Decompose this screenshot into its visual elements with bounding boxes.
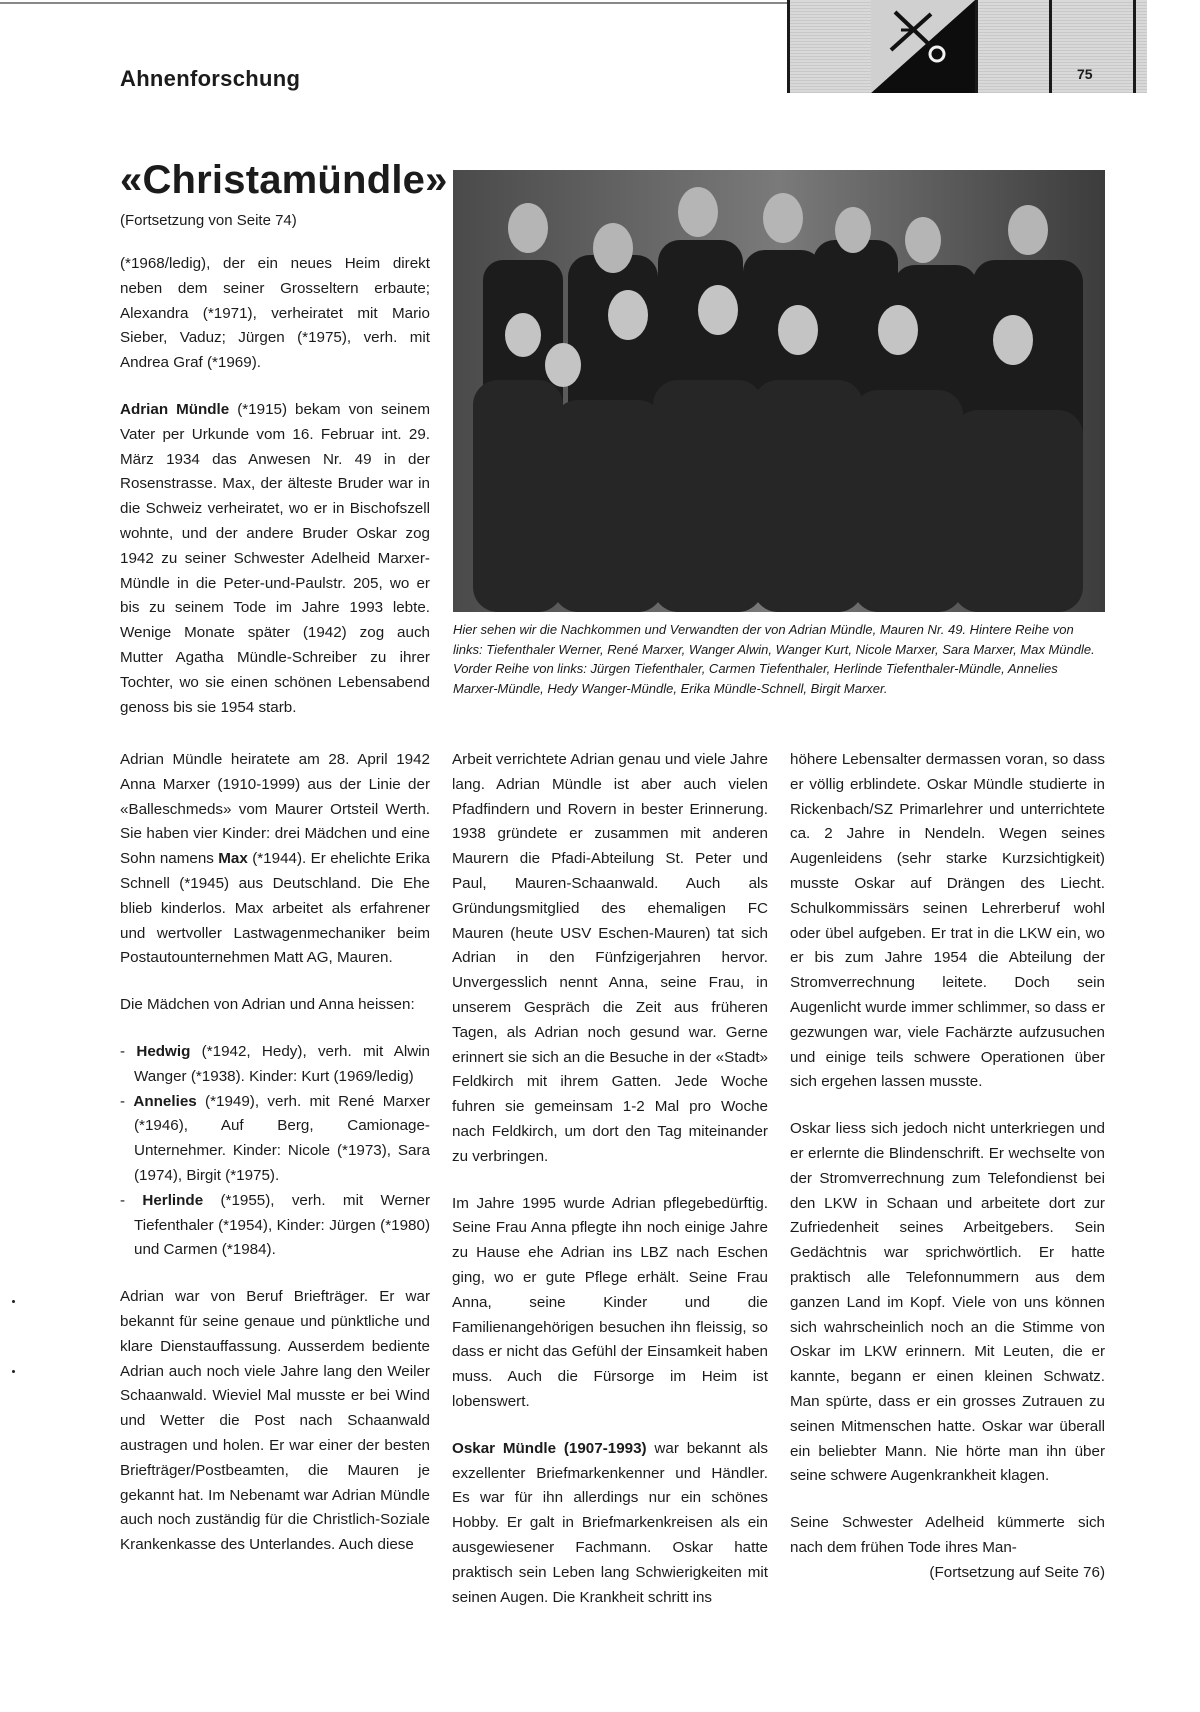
- person-name: Max: [218, 850, 248, 868]
- paragraph: Arbeit verrichtete Adrian genau und viele Jahre lang. Adrian Mündle ist aber auch vielen Pfadfindern und Rovern in bester Erinnerung. 1938 gründete er zusammen mit anderen Maurern die Pfadi-Abteilung St. Peter und Paul, Mauren-Schaanwald. Auch als Gründungsmitglied des ehemaligen FC Mauren (heute USV Eschen-Mauren) tat sich Adrian in den Fünfzigerjahren hervor. Unvergesslich nennt Anna, seine Frau, in unserem Gespräch die Zeit aus früheren Tagen, als Adrian noch gesund war. Gerne erinnert sie sich an die Besuche in der «Stadt» Feldkirch mit ihrem Gatten. Jede Woche fuhren sie gemeinsam 1-2 Mal pro Woche nach Feldkirch, um dort den Tag miteinander zu verbringen.: [452, 751, 768, 1165]
- continued-from: (Fortsetzung von Seite 74): [120, 212, 297, 229]
- paragraph: Adrian Mündle (*1915) bekam von seinem Vater per Urkunde vom 16. Februar int. 29. März 1934 das Anwesen Nr. 49 in der Rosenstrasse. Max, der älteste Bruder war in die Schweiz verheiratet, wo er in Bischofszell wohnte, und der andere Bruder Oskar zog 1942 zu seiner Schwester Adelheid Marxer-Mündle in die Peter-und-Paulstr. 205, wo er bis zu seinem Tode im Jahre 1993 lebte. Wenige Monate später (1942) zog auch Mutter Agatha Mündle-Schreiber zu ihrer Tochter, wo sie einen schönen Lebensabend genoss bis sie 1954 starb.: [120, 400, 430, 716]
- paragraph: (*1968/ledig), der ein neues Heim direkt neben dem seiner Grosseltern erbaute; Alexandra (*1971), verheiratet mit Mario Sieber, Vaduz; Jürgen (*1975), verh. mit Andrea Graf (*1969).: [120, 255, 430, 372]
- family-photo: [453, 170, 1105, 612]
- header-divider: [1133, 0, 1136, 93]
- section-title: Ahnenforschung: [120, 66, 301, 91]
- header-divider: [975, 0, 978, 93]
- column-2: [452, 748, 768, 1610]
- paragraph: Oskar liess sich jedoch nicht unterkriegen und er erlernte die Blindenschrift. Er wechselte von der Stromverrechnung zum Telefondienst bei den LKW in Schaan und arbeitete dort zur Zufriedenheit seines Arbeitgebers. Sein Gedächtnis war sprichwörtlich. Er hatte praktisch alle Telefonnummern aus dem ganzen Land im Kopf. Viele von uns können sich wahrscheinlich noch an die Stimme von Oskar im LKW erinnern. Mit Leuten, die er kannte, begann er einen kleinen Schwatz. Man spürte, dass er ein grosses Zutrauen zu seinen Mitmenschen hatte. Oskar war überall ein beliebter Mann. Nie hörte man ihn über seine schwere Augenkrankheit klagen.: [790, 1120, 1105, 1485]
- list-item: - Annelies (*1949), verh. mit René Marxer (*1946), Auf Berg, Camionage-Unternehmer. Kinder: Nicole (*1973), Sara (1974), Birgit (*1975).: [120, 1092, 431, 1184]
- column-1-top: [120, 252, 430, 720]
- person-name: Oskar Mündle (1907-1993): [452, 1439, 647, 1457]
- column-3: [790, 748, 1105, 1586]
- paragraph: Die Mädchen von Adrian und Anna heissen:: [120, 996, 415, 1014]
- caption-line: Hier sehen wir die Nachkommen und Verwandten der von Adrian Mündle, Mauren Nr. 49. Hintere Reihe von links: Tiefenthaler Werner, René Marxer, Wanger Alwin, Wanger Kurt, Nicole Marxer, Sara Marxer, Max Mündle.: [453, 622, 1095, 657]
- paragraph: höhere Lebensalter dermassen voran, so dass er völlig erblindete. Oskar Mündle studierte in Rickenbach/SZ Primarlehrer und unterrichtete ca. 2 Jahre in Nendeln. Wegen seines Augenleidens (sehr starke Kurzsichtigkeit) musste Oskar auf Drängen des Liecht. Schulkommissärs seinen Lehrerberuf wohl oder übel aufgeben. Er trat in die LKW ein, wo er bis zum Jahre 1954 die Abteilung der Stromverrechnung leitete. Doch sein Augenlicht wurde immer schlimmer, so dass er gezwungen war, viele Fachärzte aufzusuchen und einige teils schwere Operationen über sich ergehen lassen musste.: [790, 751, 1105, 1091]
- scan-mark: [12, 1300, 15, 1303]
- photo-caption: [453, 620, 1105, 698]
- page-number: 75: [1077, 66, 1093, 82]
- column-1-bottom: [120, 748, 430, 1558]
- caption-line: Vorder Reihe von links: Jürgen Tiefenthaler, Carmen Tiefenthaler, Herlinde Tiefenthaler-Mündle, Annelies Marxer-Mündle, Hedy Wanger-Mündle, Erika Mündle-Schnell, Birgit Marxer.: [453, 661, 1058, 696]
- person-name: Annelies: [133, 1092, 197, 1110]
- header-divider: [1049, 0, 1052, 93]
- scan-mark: [12, 1370, 15, 1373]
- article-title: «Christamündle»: [120, 158, 448, 202]
- person-name: Herlinde: [142, 1191, 204, 1209]
- header-divider: [787, 0, 790, 93]
- continued-on: (Fortsetzung auf Seite 76): [929, 1563, 1105, 1581]
- page-header-box: [787, 0, 1147, 93]
- top-rule: [0, 2, 787, 4]
- paragraph: Adrian Mündle heiratete am 28. April 1942 Anna Marxer (1910-1999) aus der Linie der «Balleschmeds» vom Maurer Ortsteil Werth. Sie haben vier Kinder: drei Mädchen und eine Sohn namens Max (*1944). Er ehelichte Erika Schnell (*1945) aus Deutschland. Die Ehe blieb kinderlos. Max arbeitet als erfahrener und wertvoller Lastwagenmechaniker beim Postautounternehmen Matt AG, Mauren.: [120, 751, 430, 967]
- person-name: Adrian Mündle: [120, 400, 230, 418]
- paragraph: Im Jahre 1995 wurde Adrian pflegebedürftig. Seine Frau Anna pflegte ihn noch einige Jahre zu Hause ehe Adrian ins LBZ nach Eschen ging, wo er gute Pflege erhält. Seine Frau Anna, seine Kinder und die Familienangehörigen besuchen ihn fleissig, so dass er nicht das Gefühl der Einsamkeit haben muss. Auch die Fürsorge im Heim ist lobenswert.: [452, 1194, 768, 1410]
- family-photo-image: [453, 170, 1105, 612]
- list-item: - Hedwig (*1942, Hedy), verh. mit Alwin Wanger (*1938). Kinder: Kurt (1969/ledig): [120, 1042, 430, 1085]
- paragraph: Adrian war von Beruf Briefträger. Er war bekannt für seine genaue und pünktliche und klare Dienstauffassung. Ausserdem bediente Adrian auch noch viele Jahre lang den Weiler Schaanwald. Wieviel Mal musste er bei Wind und Wetter die Post nach Schaanwald austragen und holen. Er war einer der besten Briefträger/Postbeamten, die Mauren je gekannt hat. Im Nebenamt war Adrian Mündle auch noch zuständig für die Christlich-Soziale Krankenkasse des Unterlandes. Auch diese: [120, 1288, 430, 1554]
- emblem-icon: [871, 0, 975, 93]
- paragraph: Oskar Mündle (1907-1993) war bekannt als exzellenter Briefmarkenkenner und Händler. Es war für ihn allerdings nur ein schönes Hobby. Er galt in Briefmarkenkreisen als ein ausgewiesener Fachmann. Oskar hatte praktisch sein Leben lang Schwierigkeiten mit seinen Augen. Die Krankheit schritt ins: [452, 1439, 769, 1606]
- list-item: - Herlinde (*1955), verh. mit Werner Tiefenthaler (*1954), Kinder: Jürgen (*1980) und Carmen (*1984).: [120, 1191, 431, 1259]
- person-name: Hedwig: [136, 1042, 191, 1060]
- paragraph: Seine Schwester Adelheid kümmerte sich nach dem frühen Tode ihres Man-: [790, 1514, 1105, 1556]
